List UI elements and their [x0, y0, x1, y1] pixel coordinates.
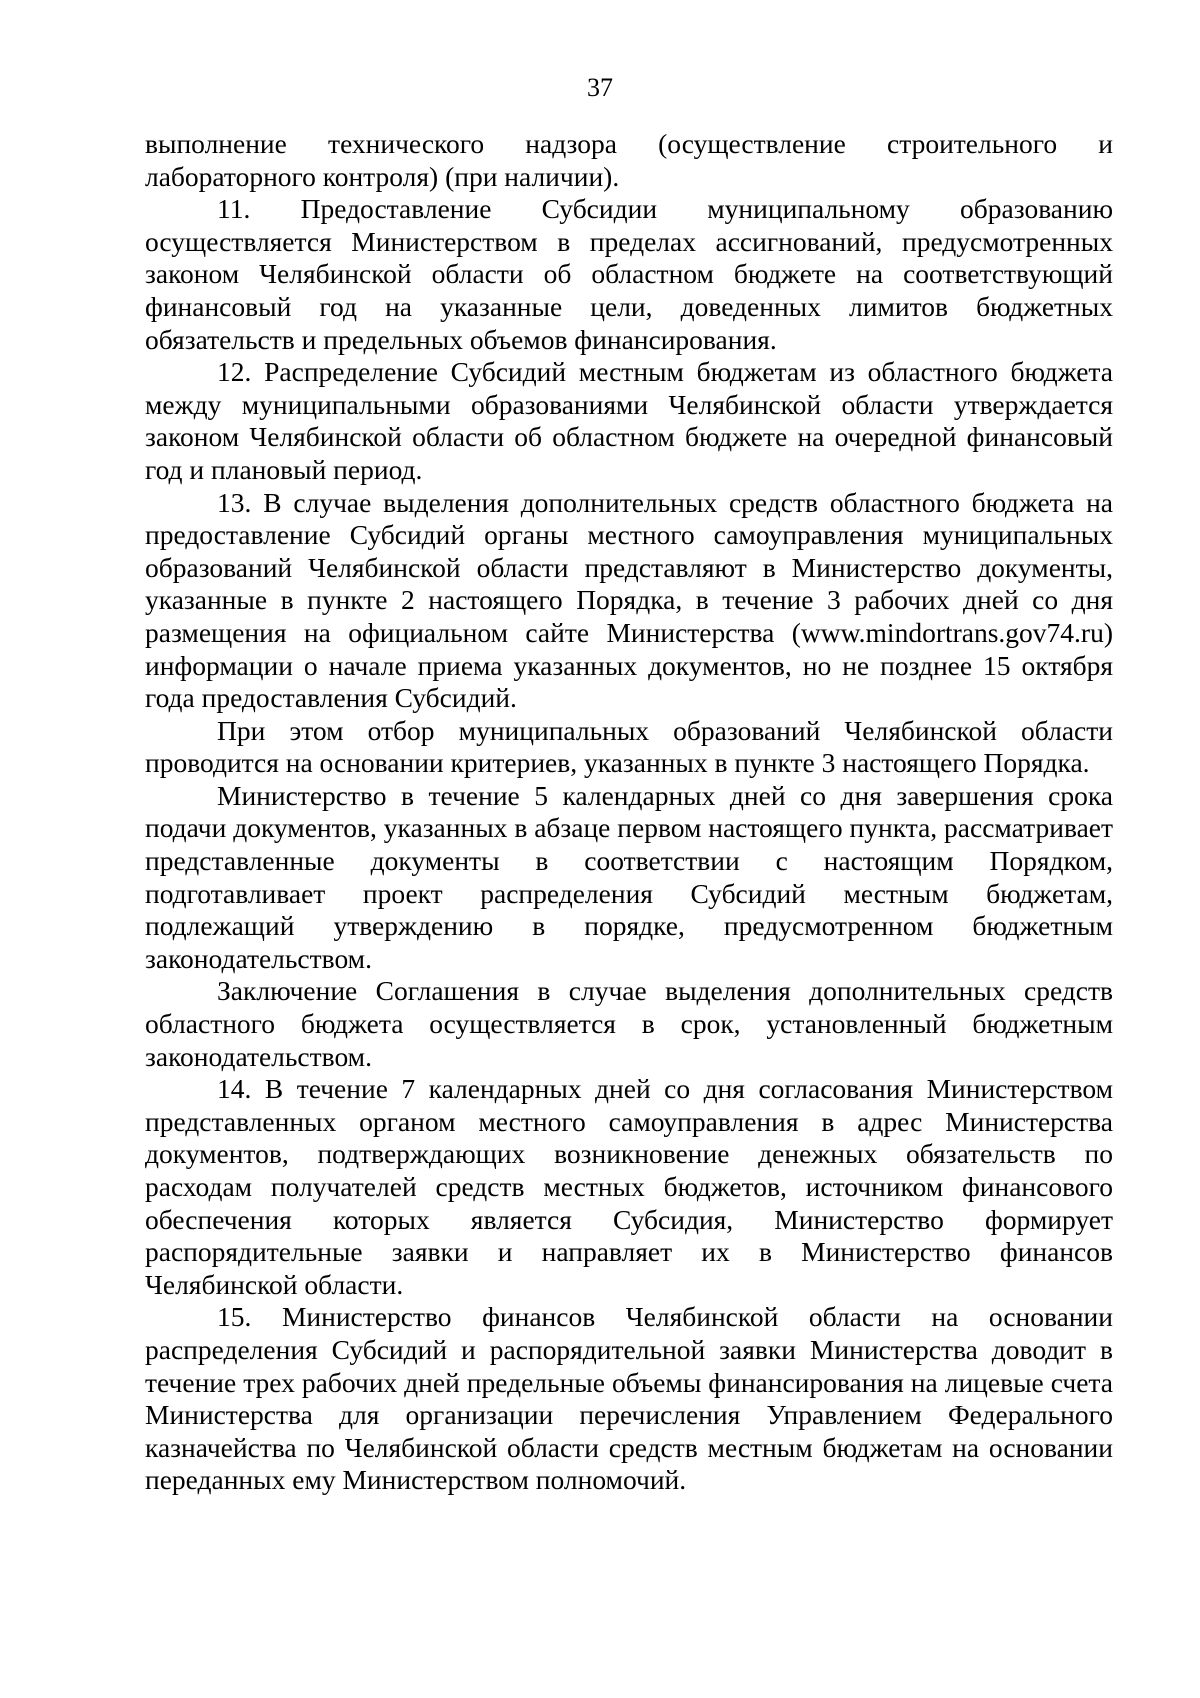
paragraph-item-13-review: Министерство в течение 5 календарных дней со дня завершения срока подачи документов, указанных в абзаце первом настоящего пункта, рассматривает представленные документы в соответствии с настоящим Порядком, подготавливает проект распределения Субсидий местным бюджетам, подлежащий утверждению в порядке, предусмотренном бюджетным законодательством.: [145, 779, 1113, 974]
document-body: [145, 128, 1113, 1497]
paragraph-continuation: выполнение технического надзора (осуществление строительного и лабораторного контроля) (при наличии).: [145, 128, 1113, 192]
paragraph-item-14: 14. В течение 7 календарных дней со дня согласования Министерством представленных органом местного самоуправления в адрес Министерства документов, подтверждающих возникновение денежных обязательств по расходам получателей средств местных бюджетов, источником финансового обеспечения которых является Субсидия, Министерство формирует распорядительные заявки и направляет их в Министерство финансов Челябинской области.: [145, 1073, 1113, 1300]
paragraph-item-11: 11. Предоставление Субсидии муниципальному образованию осуществляется Министерством в пределах ассигнований, предусмотренных законом Челябинской области об областном бюджете на соответствующий финансовый год на указанные цели, доведенных лимитов бюджетных обязательств и предельных объемов финансирования.: [145, 193, 1113, 355]
page-number: 37: [587, 73, 613, 102]
paragraph-item-15: 15. Министерство финансов Челябинской области на основании распределения Субсидий и распорядительной заявки Министерства доводит в течение трех рабочих дней предельные объемы финансирования на лицевые счета Министерства для организации перечисления Управлением Федерального казначейства по Челябинской области средств местным бюджетам на основании переданных ему Министерством полномочий.: [145, 1301, 1113, 1496]
paragraph-item-13-agreement: Заключение Соглашения в случае выделения дополнительных средств областного бюджета осуществляется в срок, установленный бюджетным законодательством.: [145, 975, 1113, 1072]
paragraph-item-13-selection: При этом отбор муниципальных образований Челябинской области проводится на основании критериев, указанных в пункте 3 настоящего Порядка.: [145, 714, 1113, 779]
paragraph-item-13: 13. В случае выделения дополнительных средств областного бюджета на предоставление Субсидий органы местного самоуправления муниципальных образований Челябинской области представляют в Министерство документы, указанные в пункте 2 настоящего Порядка, в течение 3 рабочих дней со дня размещения на официальном сайте Министерства (www.mindortrans.gov74.ru) информации о начале приема указанных документов, но не позднее 15 октября года предоставления Субсидий.: [145, 486, 1113, 714]
paragraph-item-12: 12. Распределение Субсидий местным бюджетам из областного бюджета между муниципальными образованиями Челябинской области утверждается законом Челябинской области об областном бюджете на очередной финансовый год и плановый период.: [145, 356, 1113, 485]
